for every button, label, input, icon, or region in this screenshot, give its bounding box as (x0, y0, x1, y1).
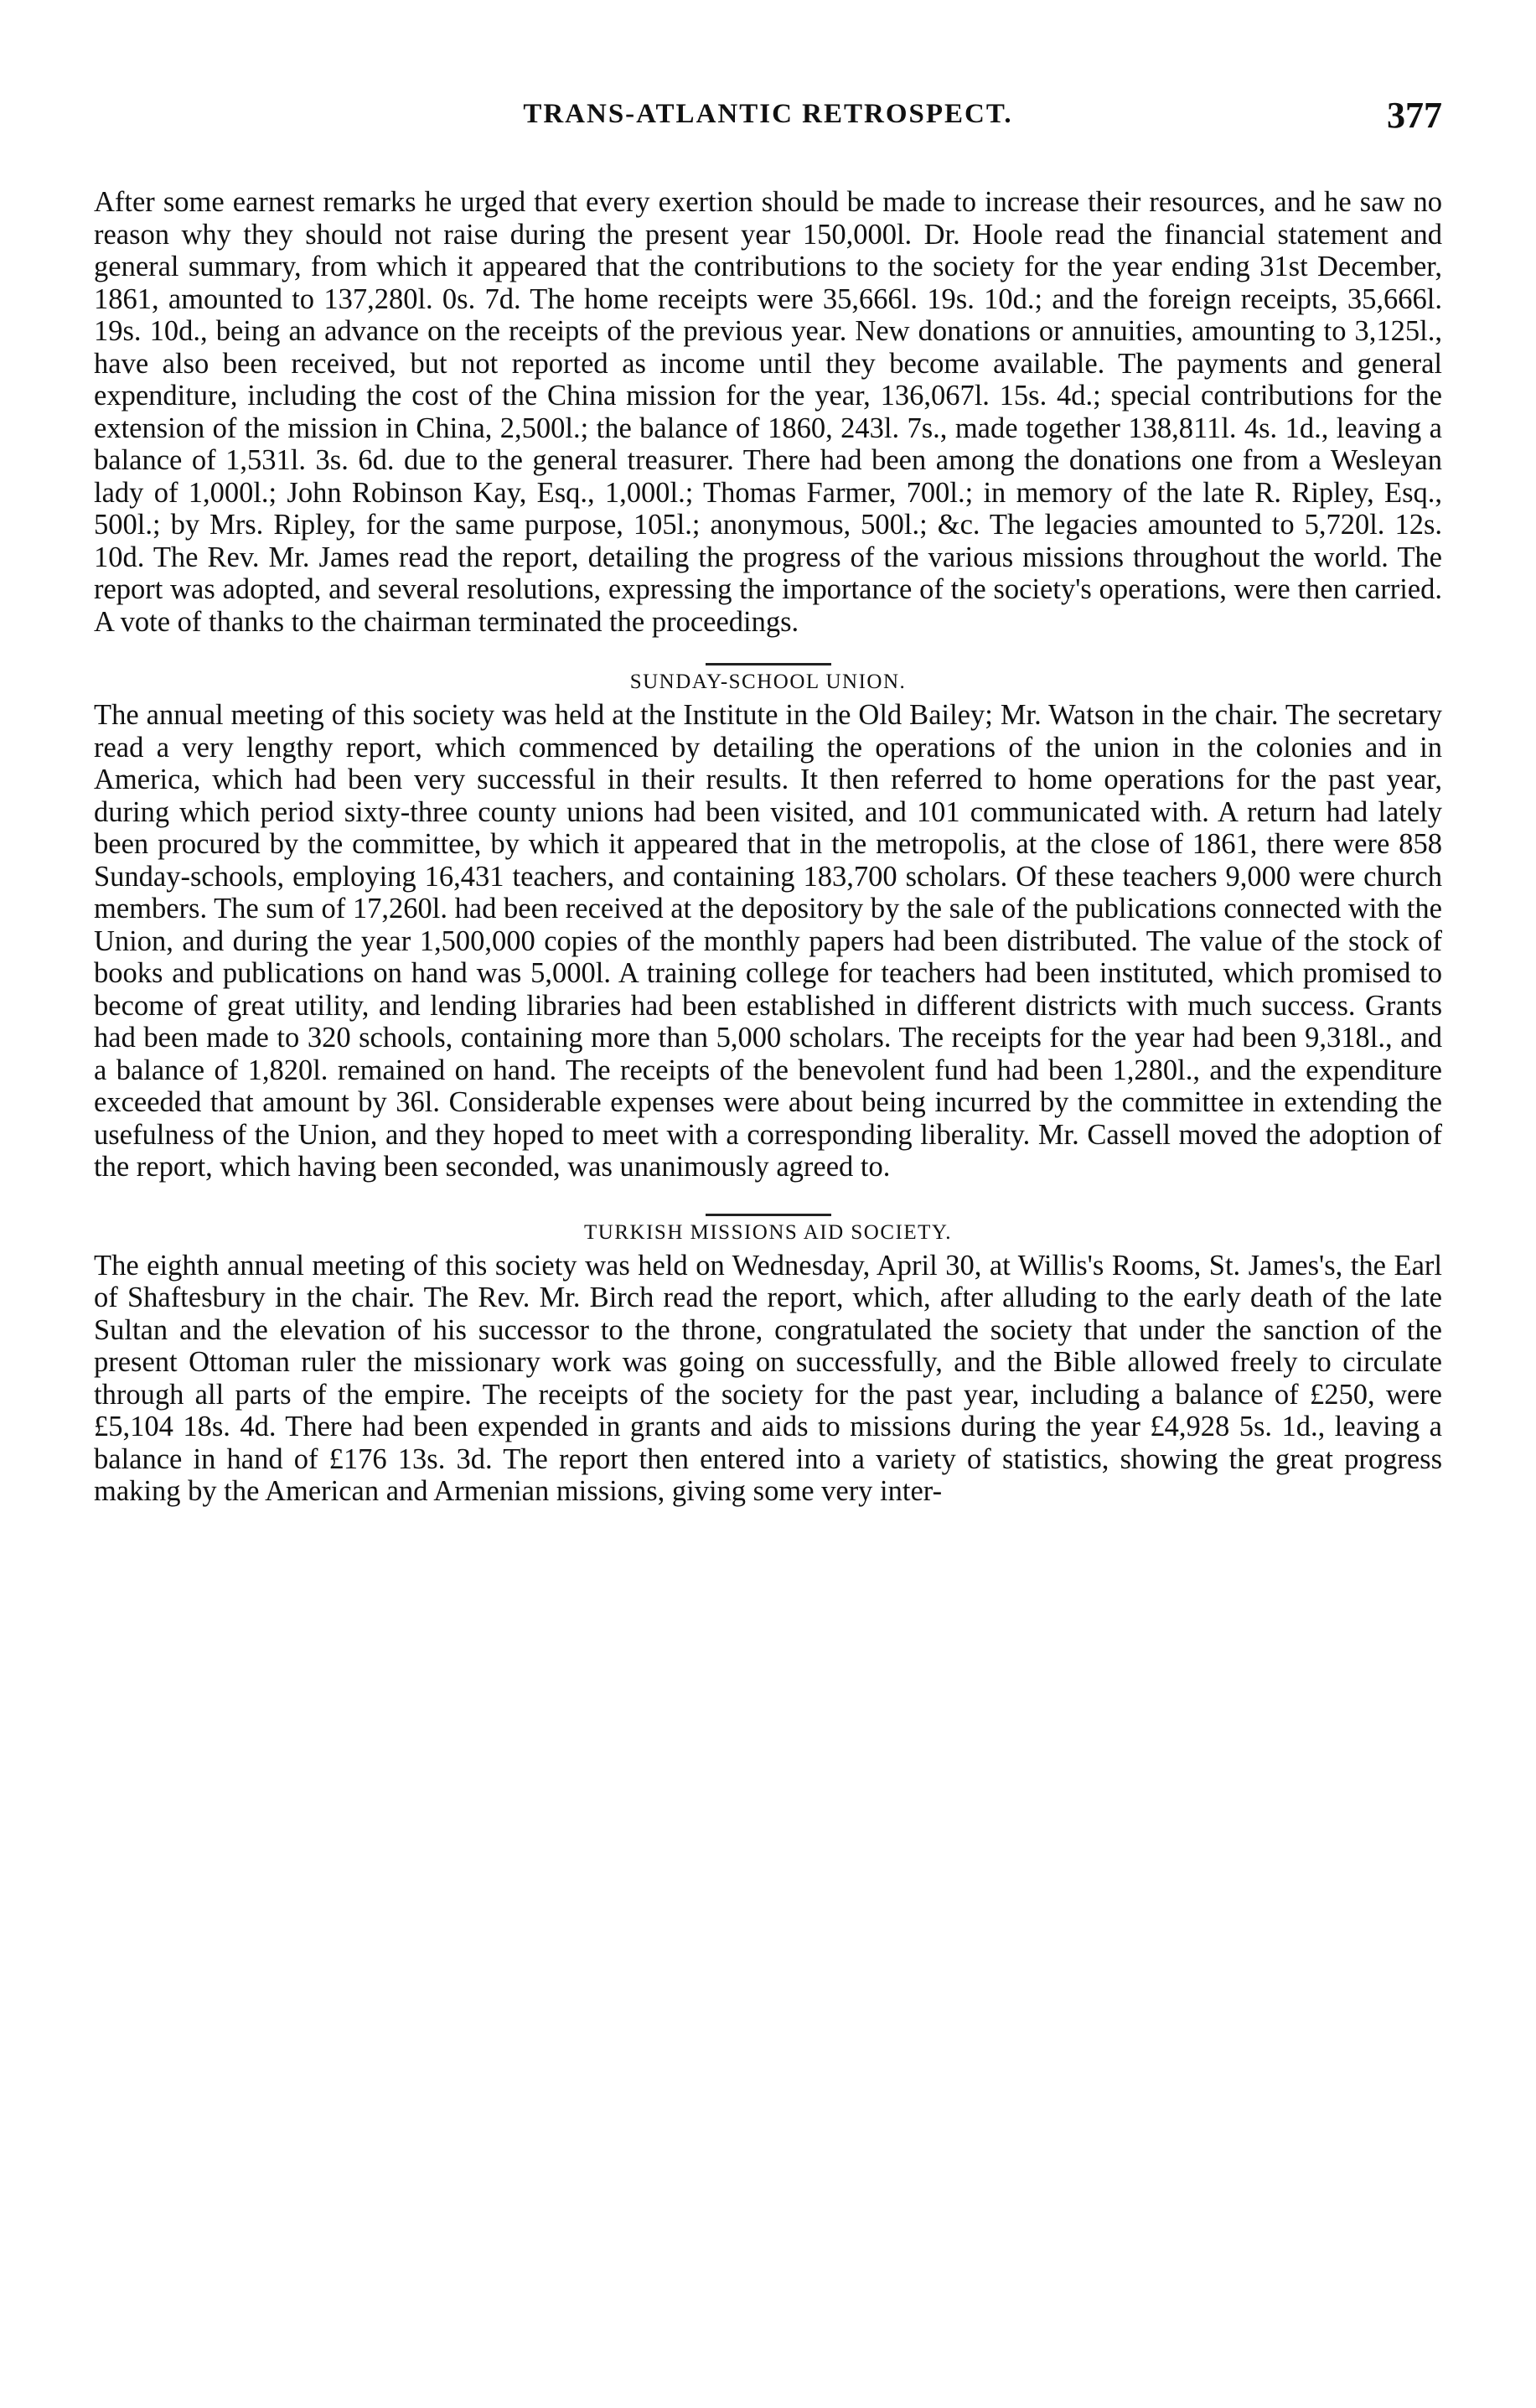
section-turkish-missions (94, 1214, 1442, 1250)
page-header (94, 95, 1442, 149)
section-sunday-school-union (94, 663, 1442, 699)
running-title: TRANS-ATLANTIC RETROSPECT. (523, 99, 1013, 129)
paragraph-wesleyan-missions: After some earnest remarks he urged that every exertion should be made to increase their resources, and he saw no reason why they should not raise during the present year 150,000l. Dr. Hoole read the financial statement and general summary, from which it appeared that the contributions to the society for the year ending 31st December, 1861, amounted to 137,280l. 0s. 7d. The home receipts were 35,666l. 19s. 10d.; and the foreign receipts, 35,666l. 19s. 10d., being an advance on the receipts of the previous year. New donations or annuities, amounting to 3,125l., have also been received, but not reported as income until they become available. The payments and general expenditure, including the cost of the China mission for the year, 136,067l. 15s. 4d.; special contributions for the extension of the mission in China, 2,500l.; the balance of 1860, 243l. 7s., made together 138,811l. 4s. 1d., leaving a balance of 1,531l. 3s. 6d. due to the general treasurer. There had been among the donations one from a Wesleyan lady of 1,000l.; John Robinson Kay, Esq., 1,000l.; Thomas Farmer, 700l.; in memory of the late R. Ripley, Esq., 500l.; by Mrs. Ripley, for the same purpose, 105l.; anonymous, 500l.; &c. The legacies amounted to 5,720l. 12s. 10d. The Rev. Mr. James read the report, detailing the progress of the various missions throughout the world. The report was adopted, and several resolutions, expressing the importance of the society's operations, were then carried. A vote of thanks to the chairman terminated the proceedings. (94, 186, 1442, 638)
page-number: 377 (1387, 95, 1442, 136)
section-heading: SUNDAY-SCHOOL UNION. (629, 671, 907, 693)
page-body (94, 186, 1442, 1508)
paragraph-sunday-school-union: The annual meeting of this society was held at the Institute in the Old Bailey; Mr. Watson in the chair. The secretary read a very lengthy report, which commenced by detailing the operations of the union in the colonies and in America, which had been very successful in their results. It then referred to home operations for the past year, during which period sixty-three county unions had been visited, and 101 communicated with. A return had lately been procured by the committee, by which it appeared that in the metropolis, at the close of 1861, there were 858 Sunday-schools, employing 16,431 teachers, and containing 183,700 scholars. Of these teachers 9,000 were church members. The sum of 17,260l. had been received at the depository by the sale of the publications connected with the Union, and during the year 1,500,000 copies of the monthly papers had been distributed. The value of the stock of books and publications on hand was 5,000l. A training college for teachers had been instituted, which promised to become of great utility, and lending libraries had been established in different districts with much success. Grants had been made to 320 schools, containing more than 5,000 scholars. The receipts for the year had been 9,318l., and a balance of 1,820l. remained on hand. The receipts of the benevolent fund had been 1,280l., and the expenditure exceeded that amount by 36l. Considerable expenses were about being incurred by the committee in extending the usefulness of the Union, and they hoped to meet with a corresponding liberality. Mr. Cassell moved the adoption of the report, which having been seconded, was unanimously agreed to. (94, 699, 1442, 1183)
paragraph-turkish-missions: The eighth annual meeting of this society was held on Wednesday, April 30, at Willis's Rooms, St. James's, the Earl of Shaftesbury in the chair. The Rev. Mr. Birch read the report, which, after alluding to the early death of the late Sultan and the elevation of his successor to the throne, congratulated the society that under the sanction of the present Ottoman ruler the missionary work was going on successfully, and the Bible allowed freely to circulate through all parts of the empire. The receipts of the society for the past year, including a balance of £250, were £5,104 18s. 4d. There had been expended in grants and aids to missions during the year £4,928 5s. 1d., leaving a balance in hand of £176 13s. 3d. The report then entered into a variety of statistics, showing the great progress making by the American and Armenian missions, giving some very inter- (94, 1249, 1442, 1507)
section-heading: TURKISH MISSIONS AID SOCIETY. (584, 1220, 952, 1244)
